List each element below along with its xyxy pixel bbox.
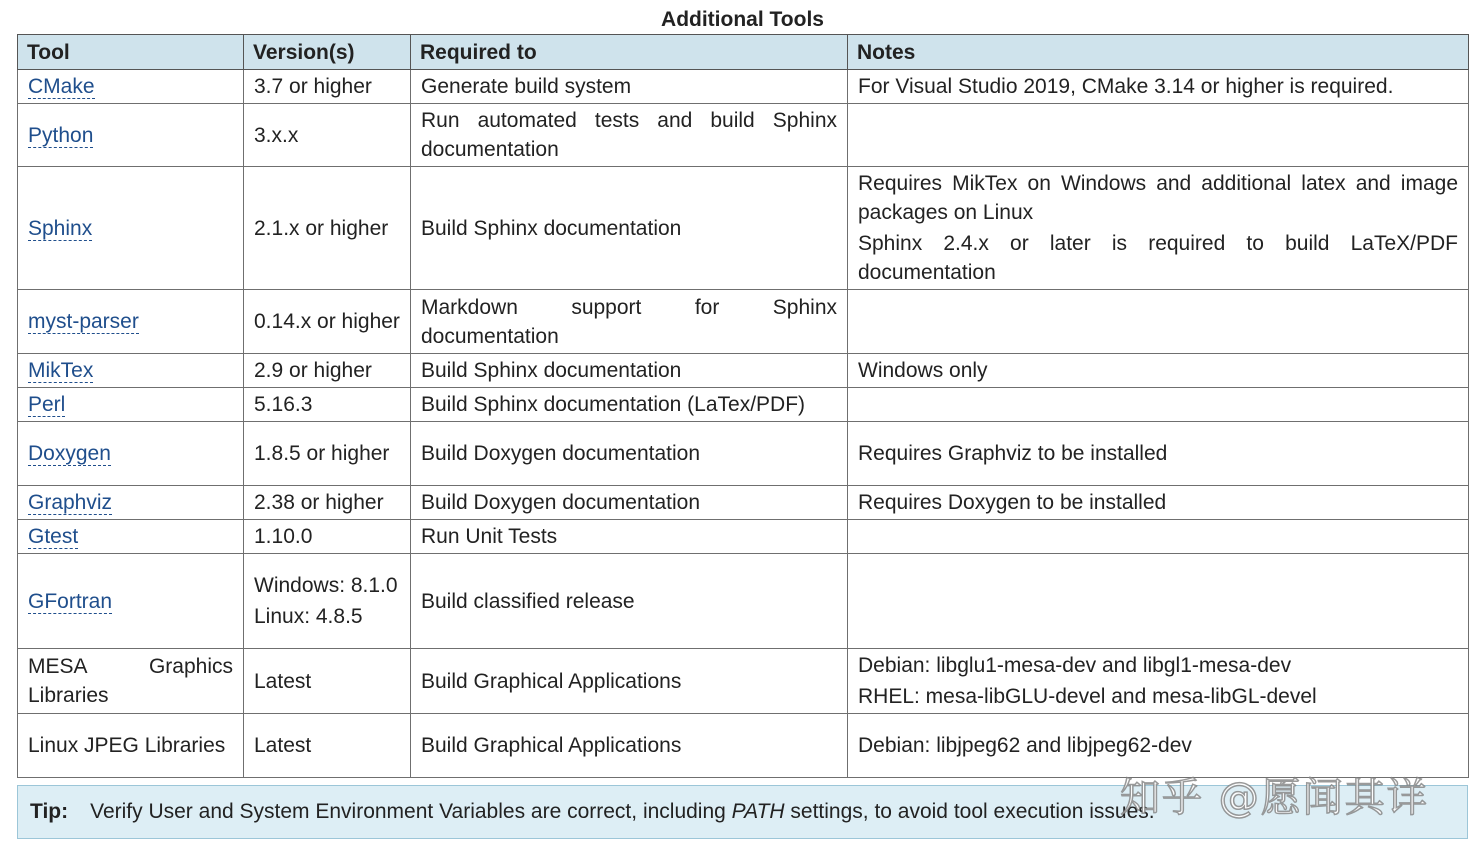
- cell-required-to: Build Sphinx documentation: [411, 167, 848, 290]
- cell-tool: [18, 388, 244, 422]
- tool-link[interactable]: Python: [28, 123, 94, 147]
- tip-emphasis: PATH: [731, 800, 785, 823]
- cell-version: [244, 486, 411, 520]
- tool-link[interactable]: MikTex: [28, 359, 94, 382]
- table-row: [18, 422, 1469, 486]
- note-text: Requires Graphviz to be installed: [858, 442, 1168, 465]
- cell-required-to: Build Sphinx documentation (LaTex/PDF): [411, 388, 848, 422]
- tool-link[interactable]: Gtest: [28, 525, 79, 548]
- table-row: [18, 104, 1469, 167]
- cell-version: [244, 388, 411, 422]
- cell-notes: [848, 70, 1469, 104]
- tool-link[interactable]: Doxygen: [28, 442, 111, 465]
- cell-required-to: Build Doxygen documentation: [411, 486, 848, 520]
- cell-required-to: Build Doxygen documentation: [411, 422, 848, 486]
- tool-link[interactable]: Graphviz: [28, 491, 113, 514]
- cell-tool: [18, 354, 244, 388]
- cell-notes: [848, 486, 1469, 520]
- cell-version: [244, 354, 411, 388]
- version-text: 5.16.3: [254, 393, 313, 416]
- version-text: Linux: 4.8.5: [254, 605, 363, 628]
- cell-required-to: Build Graphical Applications: [411, 649, 848, 714]
- tool-name: MESA Graphics Libraries: [28, 655, 233, 707]
- cell-notes: [848, 388, 1469, 422]
- table-row: [18, 520, 1469, 554]
- version-text: 2.9 or higher: [254, 359, 372, 382]
- version-text: 3.7 or higher: [254, 75, 372, 98]
- cell-version: [244, 104, 411, 167]
- note-text: For Visual Studio 2019, CMake 3.14 or higher is required.: [858, 75, 1394, 98]
- note-text: Requires MikTex on Windows and additional latex and image packages on Linux: [858, 172, 1458, 224]
- cell-tool: [18, 714, 244, 778]
- table-row: [18, 649, 1469, 714]
- tip-text-before: Verify User and System Environment Variables are correct, including: [90, 800, 732, 823]
- cell-required-to: Generate build system: [411, 70, 848, 104]
- version-text: Latest: [254, 734, 312, 757]
- cell-notes: [848, 290, 1469, 354]
- note-text: Debian: libglu1-mesa-dev and libgl1-mesa-dev: [858, 654, 1292, 677]
- cell-version: [244, 167, 411, 290]
- watermark: 知乎 @愿闻其详: [1120, 775, 1429, 821]
- cell-tool: [18, 422, 244, 486]
- table-header-row: [18, 35, 1469, 70]
- table-caption: Additional Tools: [661, 8, 824, 31]
- cell-tool: [18, 290, 244, 354]
- cell-required-to: Markdown support for Sphinx documentation: [411, 290, 848, 354]
- version-text: Latest: [254, 669, 312, 693]
- table-row: [18, 290, 1469, 354]
- table-row: [18, 70, 1469, 104]
- version-text: 3.x.x: [254, 123, 299, 147]
- cell-tool: [18, 486, 244, 520]
- cell-notes: [848, 554, 1469, 649]
- cell-notes: [848, 422, 1469, 486]
- column-header-versions: Version(s): [244, 35, 411, 70]
- column-header-tool: Tool: [18, 35, 244, 70]
- table-row: [18, 167, 1469, 290]
- note-text: Requires Doxygen to be installed: [858, 491, 1167, 514]
- note-text: Sphinx 2.4.x or later is required to build LaTeX/PDF documentation: [858, 232, 1458, 284]
- tool-link[interactable]: Sphinx: [28, 216, 93, 240]
- additional-tools-table: [17, 34, 1469, 778]
- cell-required-to: Run Unit Tests: [411, 520, 848, 554]
- note-text: Debian: libjpeg62 and libjpeg62-dev: [858, 734, 1192, 757]
- cell-required-to: Build Graphical Applications: [411, 714, 848, 778]
- column-header-notes: Notes: [848, 35, 1469, 70]
- tool-name: Linux JPEG Libraries: [28, 734, 226, 757]
- table-row: [18, 486, 1469, 520]
- cell-version: [244, 290, 411, 354]
- cell-version: [244, 554, 411, 649]
- version-text: 1.8.5 or higher: [254, 442, 390, 465]
- note-text: RHEL: mesa-libGLU-devel and mesa-libGL-devel: [858, 685, 1317, 708]
- cell-required-to: Build Sphinx documentation: [411, 354, 848, 388]
- cell-required-to: Build classified release: [411, 554, 848, 649]
- cell-tool: [18, 649, 244, 714]
- cell-version: [244, 649, 411, 714]
- cell-tool: [18, 520, 244, 554]
- tool-link[interactable]: GFortran: [28, 589, 113, 613]
- cell-tool: [18, 554, 244, 649]
- tip-label: Tip:: [30, 800, 69, 823]
- table-row: [18, 388, 1469, 422]
- cell-notes: [848, 104, 1469, 167]
- column-header-required-to: Required to: [411, 35, 848, 70]
- tool-link[interactable]: Perl: [28, 393, 66, 416]
- cell-tool: [18, 167, 244, 290]
- table-row: [18, 714, 1469, 778]
- cell-notes: [848, 649, 1469, 714]
- tool-link[interactable]: myst-parser: [28, 310, 139, 333]
- cell-tool: [18, 104, 244, 167]
- note-text: Windows only: [858, 359, 988, 382]
- cell-notes: [848, 354, 1469, 388]
- cell-required-to: Run automated tests and build Sphinx documentation: [411, 104, 848, 167]
- version-text: 1.10.0: [254, 525, 313, 548]
- cell-notes: [848, 714, 1469, 778]
- cell-version: [244, 422, 411, 486]
- cell-tool: [18, 70, 244, 104]
- table-row: [18, 354, 1469, 388]
- version-text: 2.1.x or higher: [254, 216, 389, 240]
- tip-text-after: settings, to avoid tool execution issues.: [784, 800, 1155, 823]
- version-text: 2.38 or higher: [254, 491, 384, 514]
- version-text: Windows: 8.1.0: [254, 574, 398, 597]
- cell-version: [244, 714, 411, 778]
- tool-link[interactable]: CMake: [28, 75, 95, 98]
- cell-version: [244, 520, 411, 554]
- cell-notes: [848, 167, 1469, 290]
- version-text: 0.14.x or higher: [254, 310, 400, 333]
- cell-version: [244, 70, 411, 104]
- table-row: [18, 554, 1469, 649]
- cell-notes: [848, 520, 1469, 554]
